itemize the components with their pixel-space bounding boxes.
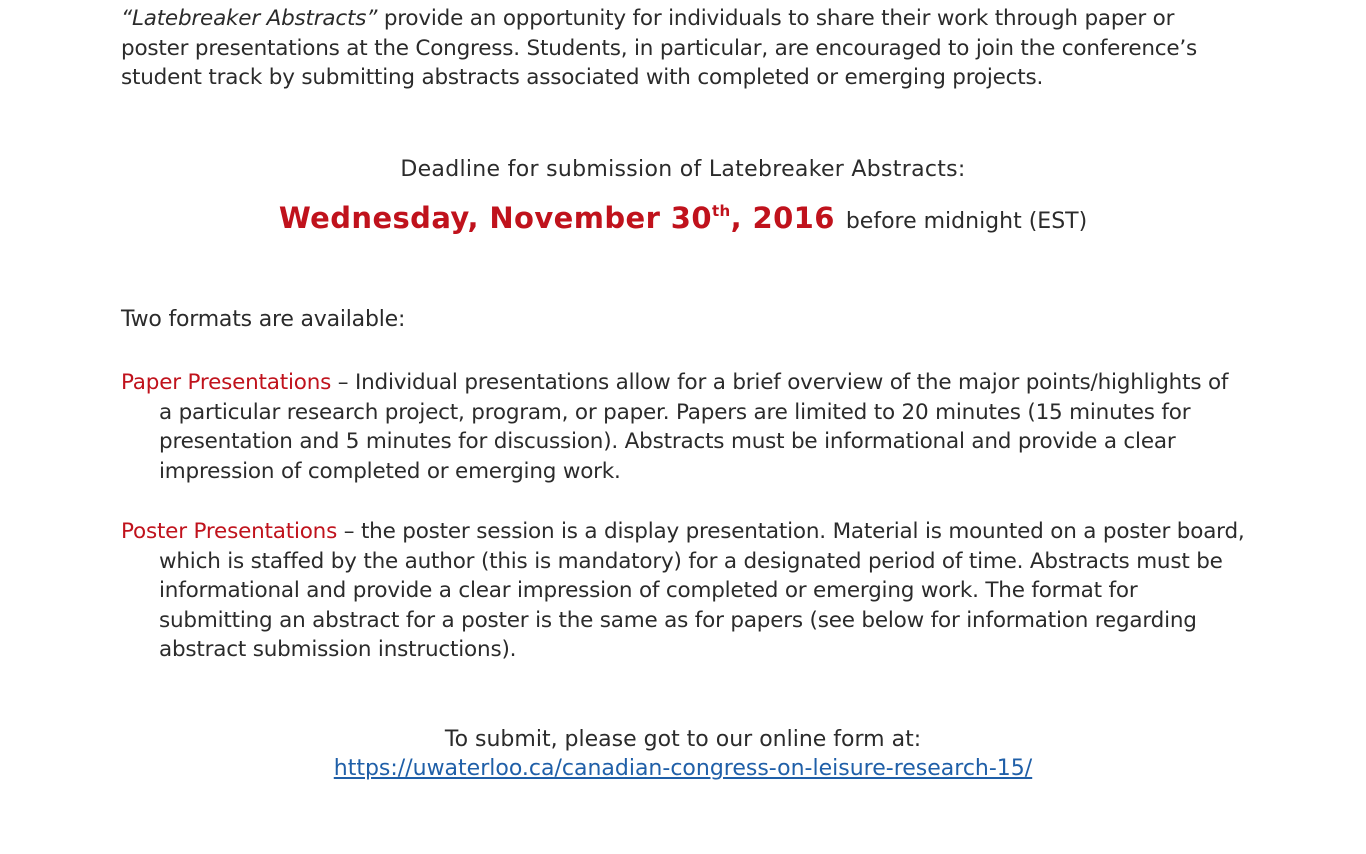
deadline-date-line <box>0 196 1366 244</box>
format-item-poster <box>121 517 1246 665</box>
submit-form-link[interactable]: https://uwaterloo.ca/canadian-congress-on-leisure-research-15/ <box>333 756 1033 781</box>
intro-quoted-term: “Latebreaker Abstracts” <box>121 6 378 31</box>
format-description-paper: – Individual presentations allow for a brief overview of the major points/highlights of a particular research project, program, or paper. Papers are limited to 20 minutes (15 minutes for presentation and 5 minutes for discussion). Abstracts must be informational and provide a clear impression of completed or emerging work. <box>159 370 1229 484</box>
deadline-date <box>279 201 835 235</box>
intro-text: provide an opportunity for individuals to share their work through paper or poster presentations at the Congress. Students, in particular, are encouraged to join the conference’s student track by submitting abstracts associated with completed or emerging projects. <box>121 6 1198 90</box>
deadline-date-prefix: Wednesday, November 30 <box>278 201 712 235</box>
submit-link-line <box>0 754 1366 784</box>
deadline-date-suffix: , 2016 <box>730 201 835 235</box>
deadline-date-ordinal: th <box>711 202 731 220</box>
format-description-poster: – the poster session is a display presentation. Material is mounted on a poster board, which is staffed by the author (this is mandatory) for a designated period of time. Abstracts must be informational and provide a clear impression of completed or emerging work. The format for submitting an abstract for a poster is the same as for papers (see below for information regarding abstract submission instructions). <box>159 519 1245 662</box>
format-name-poster: Poster Presentations <box>121 519 338 544</box>
format-item-paper <box>121 368 1246 486</box>
deadline-time-note: before midnight (EST) <box>845 209 1088 234</box>
submit-label: To submit, please got to our online form at: <box>444 727 922 752</box>
format-name-paper: Paper Presentations <box>121 370 332 395</box>
formats-intro: Two formats are available: <box>121 307 406 332</box>
deadline-label: Deadline for submission of Latebreaker Abstracts: <box>400 157 966 182</box>
intro-paragraph <box>121 4 1246 93</box>
